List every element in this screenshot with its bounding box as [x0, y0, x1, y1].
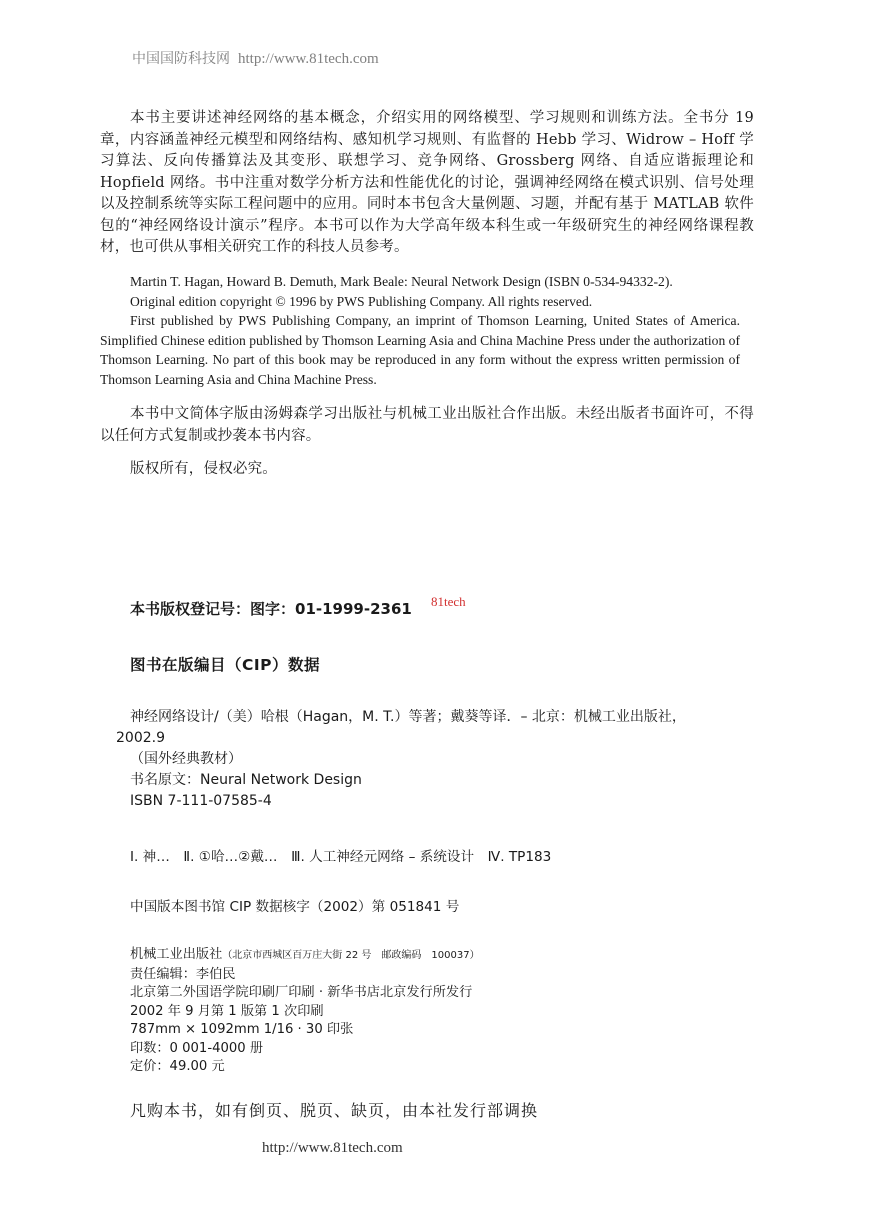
publisher-price: 定价：49.00 元	[130, 1059, 225, 1074]
return-policy-notice: 凡购本书，如有倒页、脱页、缺页，由本社发行部调换	[130, 1101, 539, 1120]
publisher-printer: 北京第二外国语学院印刷厂印刷 · 新华书店北京发行所发行	[130, 985, 473, 1000]
publisher-block	[130, 946, 480, 1077]
publisher-print-run: 印数：0 001-4000 册	[130, 1040, 264, 1056]
registration-number: 本书版权登记号：图字：01-1999-2361	[130, 600, 412, 618]
cip-line1: 神经网络设计/（美）哈根（Hagan，M. T.）等著；戴葵等译．– 北京：机械工业出版社，	[130, 709, 686, 725]
registration-mark: 81tech	[431, 594, 466, 609]
publisher-name: 机械工业出版社	[130, 947, 223, 962]
copyright-notice: 版权所有，侵权必究。	[130, 461, 277, 477]
original-edition-block	[100, 272, 740, 390]
cip-isbn: ISBN 7-111-07585-4	[130, 793, 272, 809]
cip-record	[116, 707, 760, 812]
watermark-top	[132, 48, 379, 68]
publisher-editor: 责任编辑：李伯民	[130, 966, 236, 982]
original-edition-line1: Martin T. Hagan, Howard B. Demuth, Mark Beale: Neural Network Design (ISBN 0-534-94332-2).	[130, 274, 673, 289]
watermark-bottom: http://www.81tech.com	[262, 1140, 403, 1156]
summary-paragraph: 本书主要讲述神经网络的基本概念，介绍实用的网络模型、学习规则和训练方法。全书分 19 章，内容涵盖神经元模型和网络结构、感知机学习规则、有监督的 Hebb 学习、Widrow – Hoff 学习算法、反向传播算法及其变形、联想学习、竞争网络、Grossberg 网络、自适应谐振理论和 Hopfield 网络。书中注重对数学分析方法和性能优化的讨论，强调神经网络在模式识别、信号处理以及控制系统等实际工程问题中的应用。同时本书包含大量例题、习题，并配有基于 MATLAB 软件包的“神经网络设计演示”程序。本书可以作为大学高年级本科生或一年级研究生的神经网络课程教材，也可供从事相关研究工作的科技人员参考。	[100, 110, 754, 255]
watermark-site: 中国国防科技网	[132, 51, 230, 67]
cip-verification: 中国版本图书馆 CIP 数据核字（2002）第 051841 号	[130, 899, 460, 915]
cip-original-title: 书名原文：Neural Network Design	[130, 772, 362, 788]
publisher-format: 787mm × 1092mm 1/16 · 30 印张	[130, 1022, 354, 1037]
cip-series: （国外经典教材）	[130, 751, 242, 767]
original-edition-line2: Original edition copyright © 1996 by PWS Publishing Company. All rights reserved.	[130, 293, 593, 309]
publisher-address: （北京市西城区百万庄大街 22 号 邮政编码 100037）	[222, 950, 480, 961]
publisher-edition: 2002 年 9 月第 1 版第 1 次印刷	[130, 1003, 324, 1019]
publisher-line	[130, 946, 480, 966]
watermark-url: http://www.81tech.com	[238, 51, 379, 67]
cip-title: 图书在版编目（CIP）数据	[130, 656, 321, 674]
cip-line1b: 2002.9	[116, 730, 165, 746]
cip-classification: Ⅰ. 神… Ⅱ. ①哈…②戴… Ⅲ. 人工神经元网络 – 系统设计 Ⅳ. TP183	[130, 849, 552, 865]
original-edition-line3: First published by PWS Publishing Company, an imprint of Thomson Learning, United States of America. Simplified Chinese edition published by Thomson Learning Asia and China Machine Press under the authorization of Thomson Learning. No part of this book may be reproduced in any form without the express written permission of Thomson Learning Asia and China Machine Press.	[100, 313, 740, 387]
chinese-rights-paragraph: 本书中文简体字版由汤姆森学习出版社与机械工业出版社合作出版。未经出版者书面许可，不得以任何方式复制或抄袭本书内容。	[100, 406, 754, 444]
